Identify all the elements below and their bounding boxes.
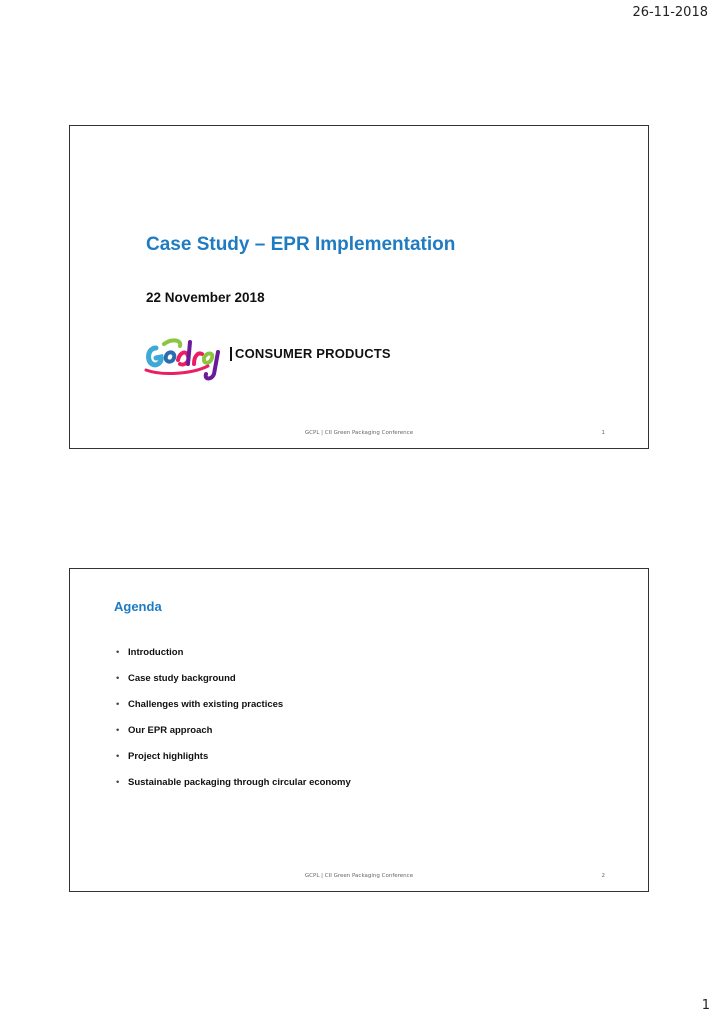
agenda-item-text: Project highlights xyxy=(128,751,209,762)
slide-footer: GCPL | CII Green Packaging Conference xyxy=(304,873,414,879)
agenda-item xyxy=(116,725,351,751)
slide-footer: GCPL | CII Green Packaging Conference xyxy=(304,430,414,436)
slide-title-page xyxy=(69,125,649,449)
bullet-icon: • xyxy=(116,777,120,788)
agenda-item xyxy=(116,673,351,699)
agenda-item-text: Introduction xyxy=(128,647,184,658)
agenda-item xyxy=(116,699,351,725)
agenda-item xyxy=(116,647,351,673)
logo-tagline: CONSUMER PRODUCTS xyxy=(230,347,391,361)
agenda-item xyxy=(116,777,351,803)
slide-number: 2 xyxy=(601,873,605,879)
bullet-icon: • xyxy=(116,647,120,658)
agenda-item-text: Case study background xyxy=(128,673,236,684)
slide-agenda xyxy=(69,568,649,892)
godrej-logo xyxy=(142,330,402,382)
agenda-item-text: Our EPR approach xyxy=(128,725,213,736)
bullet-icon: • xyxy=(116,673,120,684)
agenda-list xyxy=(116,647,351,803)
godrej-script-logo-icon xyxy=(142,330,228,382)
slide-number: 1 xyxy=(601,430,605,436)
agenda-item-text: Challenges with existing practices xyxy=(128,699,284,710)
agenda-heading: Agenda xyxy=(114,599,162,614)
bullet-icon: • xyxy=(116,751,120,762)
slide-title: Case Study – EPR Implementation xyxy=(146,234,456,255)
bullet-icon: • xyxy=(116,725,120,736)
slide-date: 22 November 2018 xyxy=(146,290,265,305)
bullet-icon: • xyxy=(116,699,120,710)
page-number: 1 xyxy=(701,998,710,1013)
page-date: 26-11-2018 xyxy=(632,5,708,20)
agenda-item-text: Sustainable packaging through circular economy xyxy=(128,777,351,788)
agenda-item xyxy=(116,751,351,777)
